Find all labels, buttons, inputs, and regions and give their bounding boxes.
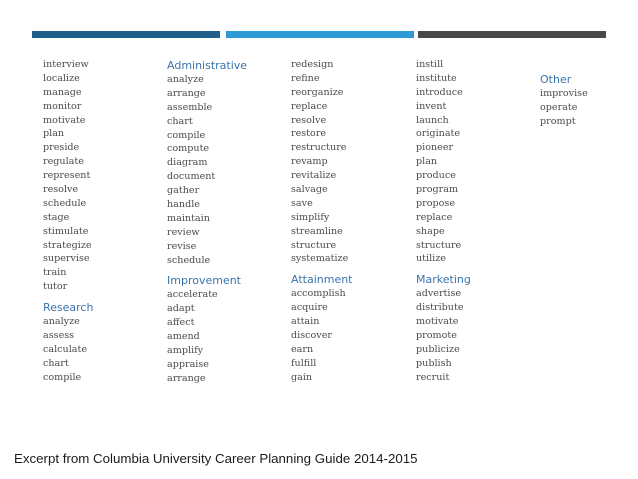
action-verb: assess [43,330,75,342]
action-verb: revamp [291,156,328,168]
action-verb: restructure [291,142,347,154]
action-verb: calculate [43,343,88,355]
action-verb: handle [167,199,200,211]
action-verb: advertise [416,288,462,300]
category-heading: Attainment [291,273,353,287]
action-verb: resolve [43,184,79,196]
action-verb: introduce [416,86,463,98]
category-heading: Improvement [167,274,241,288]
action-verb: propose [416,197,456,209]
action-verb: arrange [167,372,206,384]
action-verb: program [416,184,459,196]
action-verb: replace [416,211,453,223]
action-verb: adapt [167,303,195,315]
action-verb: prompt [540,115,576,127]
action-verb: assemble [167,101,213,113]
action-verb: chart [43,357,69,369]
action-verb: analyze [43,316,80,328]
action-verb: schedule [43,197,87,209]
action-verb: originate [416,128,461,140]
action-verb: diagram [167,157,208,169]
action-verb: motivate [416,316,459,328]
action-verb: structure [416,239,462,251]
action-verb: fulfill [291,357,317,369]
action-verb: resolve [291,114,327,126]
word-column-5 [540,72,588,129]
header-bar-dark-blue [32,31,220,38]
action-verb: utilize [416,253,446,265]
action-verb: launch [416,114,449,126]
action-verb: restore [291,128,327,140]
category-heading: Administrative [167,59,248,72]
action-verb: regulate [43,156,84,168]
action-verb: revitalize [291,170,337,182]
action-verb: accomplish [291,288,346,300]
action-verb: publicize [416,343,460,355]
action-verb: shape [416,225,445,237]
word-column-2 [167,58,247,386]
action-verb: promote [416,330,457,342]
action-verb: reorganize [291,86,344,98]
action-verb: tutor [43,281,68,293]
action-verb: refine [291,72,320,84]
action-verb: analyze [167,74,204,85]
action-verb: institute [416,72,457,84]
action-verb: strategize [43,239,92,251]
action-verb: redesign [291,59,334,70]
action-verb: affect [167,317,195,329]
action-verb: accelerate [167,289,218,301]
action-verb: preside [43,142,80,154]
action-verb: improvise [540,88,588,99]
word-column-1 [43,58,93,385]
action-verb: structure [291,239,337,251]
action-verb: plan [43,128,65,140]
action-verb: arrange [167,87,206,99]
action-verb: compile [167,129,206,141]
action-verb: publish [416,357,452,369]
action-verb: monitor [43,100,82,112]
action-verb: save [291,197,313,209]
action-verb: supervise [43,253,90,265]
action-verb: discover [291,330,332,342]
action-verb: gather [167,185,200,197]
action-verb: represent [43,170,91,182]
word-column-4 [416,58,471,385]
action-verb: replace [291,100,328,112]
header-bar-gray [418,31,606,38]
action-verb: train [43,267,67,279]
action-verb: operate [540,101,578,113]
action-verb: streamline [291,225,343,237]
action-verb: instill [416,59,444,70]
action-verb: pioneer [416,142,454,154]
action-verb: amend [167,331,200,343]
action-verb: earn [291,343,314,355]
action-verb: interview [43,59,89,70]
action-verb: manage [43,86,82,98]
action-verb: compile [43,371,82,383]
word-column-3 [291,58,353,385]
category-heading: Other [540,73,572,86]
action-verb: motivate [43,114,86,126]
action-verb: compute [167,143,210,155]
action-verb: attain [291,316,320,328]
action-verb: produce [416,170,456,182]
action-verb: salvage [291,184,328,196]
header-bar-light-blue [226,31,414,38]
action-verb: invent [416,100,447,112]
category-heading: Research [43,301,94,315]
category-heading: Marketing [416,273,471,287]
action-verb: amplify [167,345,204,357]
action-verb: appraise [167,358,209,370]
action-verb: recruit [416,371,450,383]
action-verb: localize [43,72,80,84]
action-verb: acquire [291,302,328,314]
action-verb: simplify [291,211,330,223]
action-verb: schedule [167,254,211,266]
action-verb: distribute [416,302,464,314]
action-verb: document [167,171,216,183]
action-verb: revise [167,240,197,252]
action-verb: chart [167,115,193,127]
action-verb: gain [291,371,313,383]
action-verb: plan [416,156,438,168]
action-verb: maintain [167,212,210,224]
action-verb: systematize [291,253,349,265]
source-caption: Excerpt from Columbia University Career Planning Guide 2014-2015 [14,451,418,466]
action-verb: review [167,226,200,238]
action-verb: stimulate [43,225,89,237]
action-verb: stage [43,211,70,223]
